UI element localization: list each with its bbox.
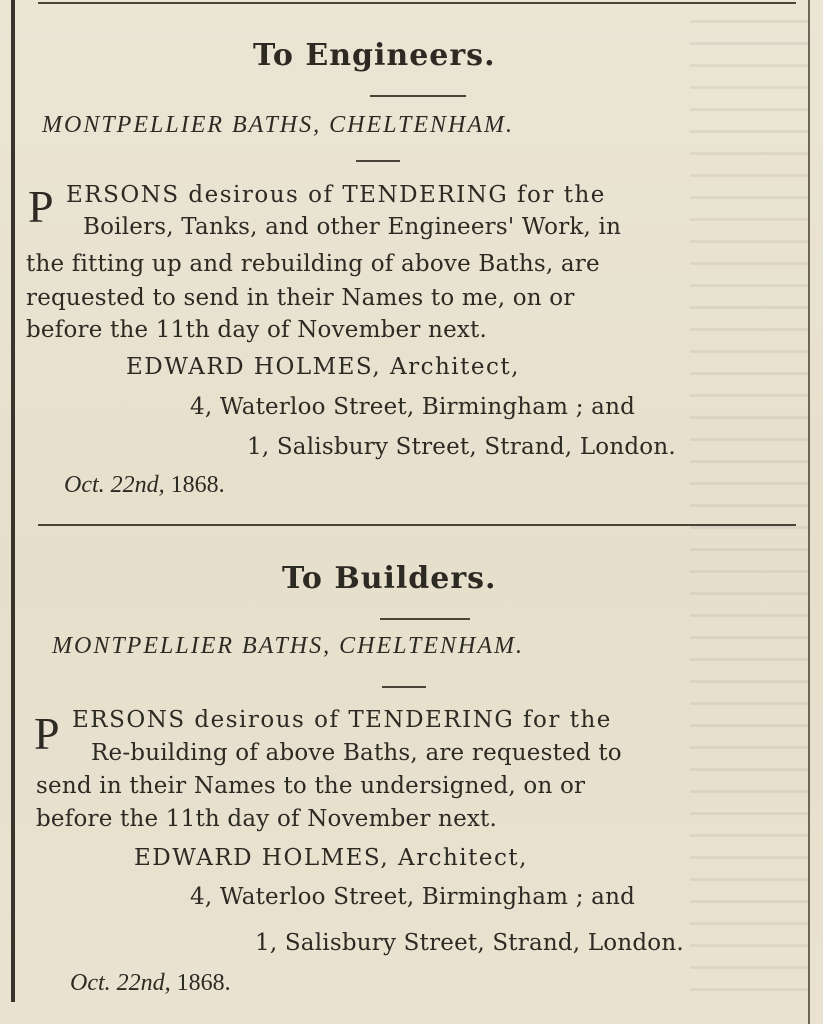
body-line: requested to send in their Names to me, on or: [26, 285, 575, 311]
notice-heading: To Engineers.: [253, 38, 496, 73]
address-line: 4, Waterloo Street, Birmingham ; and: [190, 394, 636, 420]
notice-date: [70, 970, 231, 997]
date-year: 1868.: [176, 970, 231, 996]
address-line: 1, Salisbury Street, Strand, London.: [247, 434, 676, 460]
body-line: send in their Names to the undersigned, on or: [36, 773, 586, 799]
place-rule: [356, 160, 400, 162]
notice-place: MONTPELLIER BATHS, CHELTENHAM.: [52, 633, 524, 659]
right-column-rule: [808, 0, 810, 1024]
signature: EDWARD HOLMES, Architect,: [134, 845, 528, 871]
date-label: Oct. 22nd,: [70, 970, 171, 996]
body-line: ERSONS desirous of TENDERING for the: [72, 707, 612, 733]
body-line: before the 11th day of November next.: [26, 317, 488, 343]
address-line: 4, Waterloo Street, Birmingham ; and: [190, 884, 636, 910]
left-column-rule: [11, 0, 15, 1002]
heading-rule: [380, 618, 470, 620]
notice-heading: To Builders.: [282, 561, 497, 596]
bleed-through-texture: [690, 20, 810, 1000]
signature: EDWARD HOLMES, Architect,: [126, 354, 520, 380]
drop-capital: P: [28, 181, 54, 232]
date-year: 1868.: [170, 472, 225, 498]
section-divider: [38, 524, 796, 526]
body-line: Re-building of above Baths, are requested to: [91, 740, 622, 766]
drop-capital: P: [34, 708, 60, 759]
date-label: Oct. 22nd,: [64, 472, 165, 498]
body-line: before the 11th day of November next.: [36, 806, 498, 832]
notice-date: [64, 472, 225, 499]
body-line: ERSONS desirous of TENDERING for the: [66, 182, 606, 208]
place-rule: [382, 686, 426, 688]
top-divider: [38, 2, 796, 4]
body-line: the fitting up and rebuilding of above Baths, are: [26, 251, 600, 277]
notice-place: MONTPELLIER BATHS, CHELTENHAM.: [42, 112, 514, 138]
address-line: 1, Salisbury Street, Strand, London.: [255, 930, 684, 956]
body-line: Boilers, Tanks, and other Engineers' Work, in: [83, 214, 622, 240]
heading-rule: [370, 95, 466, 97]
